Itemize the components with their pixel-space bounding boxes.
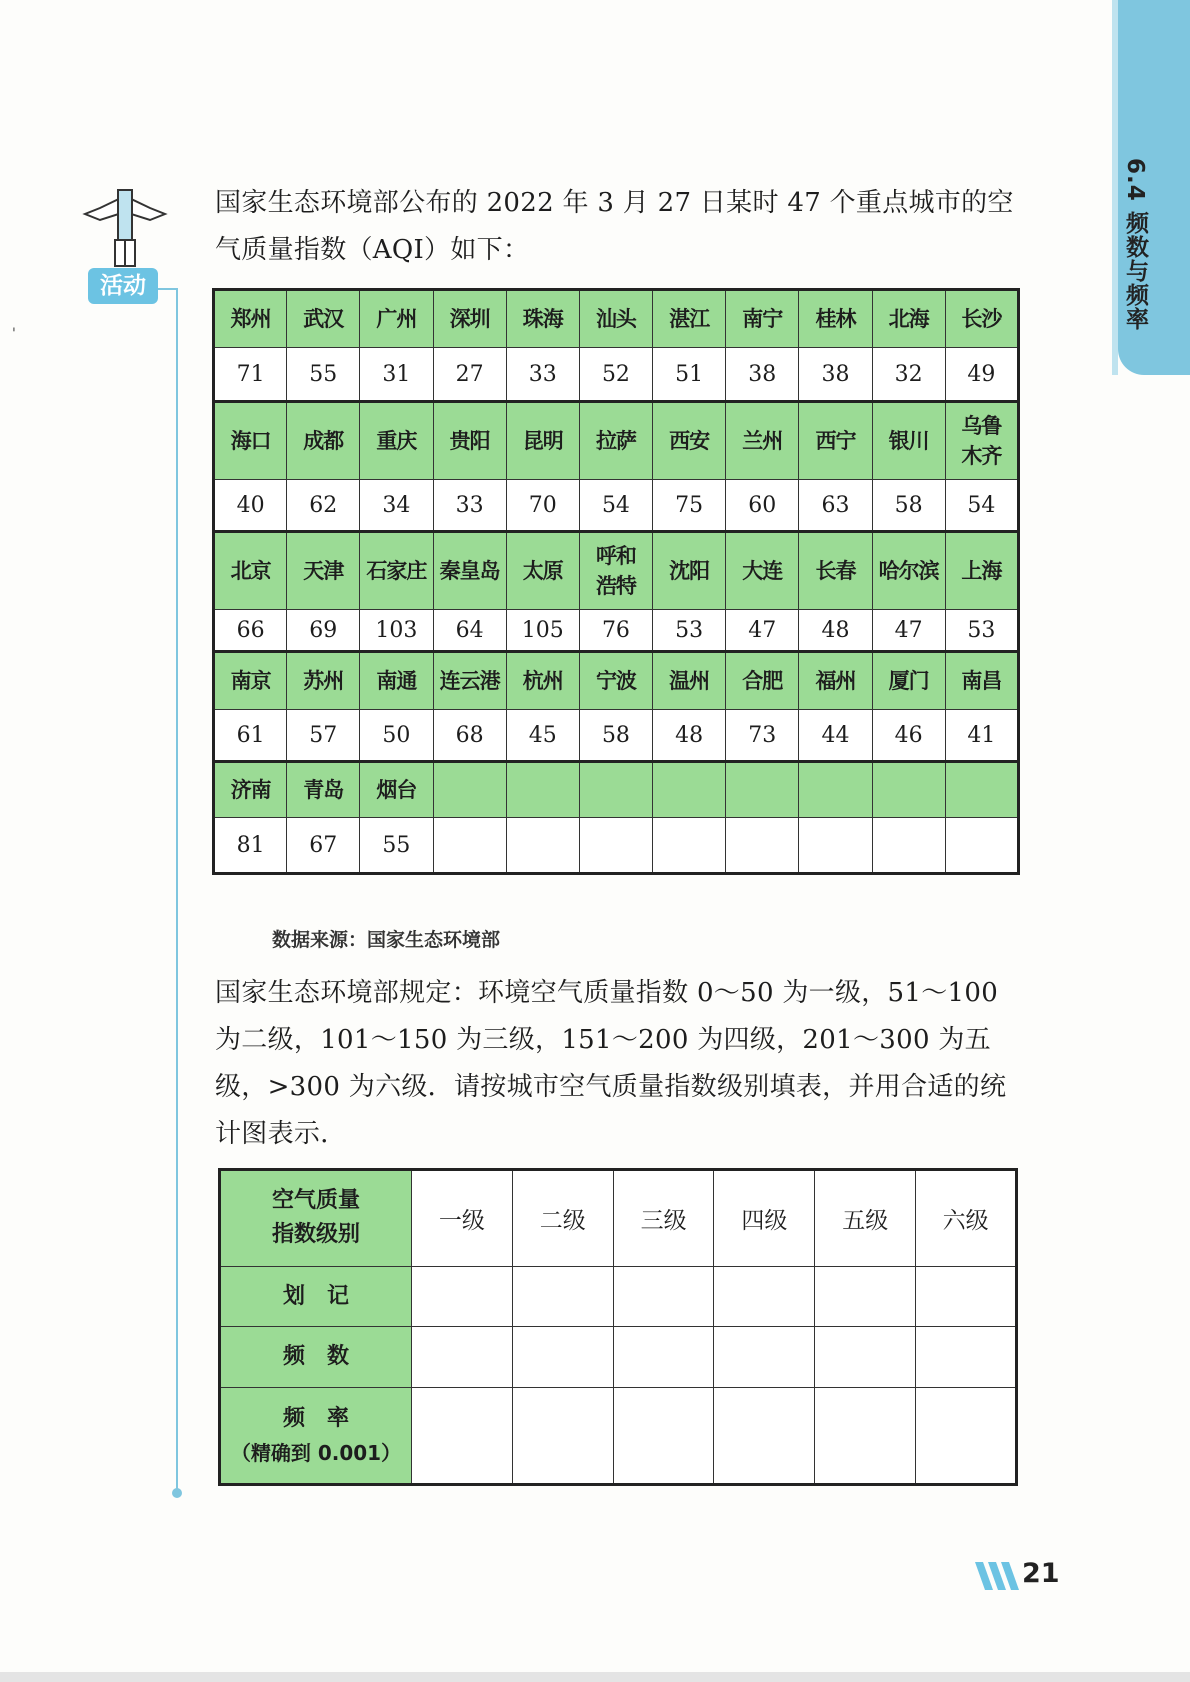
empty-value-cell bbox=[799, 818, 872, 874]
city-name-row bbox=[214, 532, 1019, 610]
city-name-row bbox=[214, 652, 1019, 710]
level-3-header: 三级 bbox=[613, 1170, 714, 1267]
aqi-value-cell: 61 bbox=[214, 710, 287, 762]
level-5-header: 五级 bbox=[815, 1170, 916, 1267]
city-name-cell: 秦皇岛 bbox=[433, 532, 506, 610]
city-name-cell: 温州 bbox=[653, 652, 726, 710]
level-header-label: 空气质量指数级别 bbox=[220, 1170, 412, 1267]
aqi-value-cell: 33 bbox=[433, 480, 506, 532]
city-name-cell: 银川 bbox=[872, 402, 945, 480]
aqi-value-cell: 49 bbox=[945, 348, 1018, 402]
rate-row bbox=[220, 1388, 1017, 1485]
city-name-cell: 北海 bbox=[872, 290, 945, 348]
city-name-cell bbox=[579, 532, 652, 610]
data-source-note: 数据来源：国家生态环境部 bbox=[272, 929, 501, 951]
level-2-header: 二级 bbox=[512, 1170, 613, 1267]
tally-cell[interactable] bbox=[714, 1266, 815, 1327]
empty-name-cell bbox=[799, 762, 872, 818]
aqi-value-cell: 73 bbox=[726, 710, 799, 762]
empty-name-cell bbox=[579, 762, 652, 818]
frequency-cell[interactable] bbox=[613, 1327, 714, 1388]
aqi-value-cell: 64 bbox=[433, 610, 506, 652]
city-name-cell: 杭州 bbox=[506, 652, 579, 710]
empty-value-cell bbox=[433, 818, 506, 874]
section-number: 6.4 bbox=[1122, 158, 1148, 202]
city-name-cell: 海口 bbox=[214, 402, 287, 480]
empty-value-cell bbox=[872, 818, 945, 874]
tally-cell[interactable] bbox=[412, 1266, 513, 1327]
city-name-cell: 珠海 bbox=[506, 290, 579, 348]
tally-cell[interactable] bbox=[613, 1266, 714, 1327]
city-name-cell: 长春 bbox=[799, 532, 872, 610]
aqi-value-cell: 34 bbox=[360, 480, 433, 532]
city-name-cell: 长沙 bbox=[945, 290, 1018, 348]
rate-cell[interactable] bbox=[412, 1388, 513, 1485]
aqi-value-cell: 31 bbox=[360, 348, 433, 402]
city-name-row bbox=[214, 762, 1019, 818]
tally-cell[interactable] bbox=[512, 1266, 613, 1327]
rule-paragraph: 国家生态环境部规定：环境空气质量指数 0～50 为一级，51～100 为二级，101～150 为三级，151～200 为四级，201～300 为五级，>300 为六级．请按城市空气质量指数级别填表，并用合适的统计图表示． bbox=[215, 978, 1007, 1149]
rate-precision-note: （精确到 0.001） bbox=[230, 1440, 402, 1465]
city-name-line: 木齐 bbox=[961, 444, 1002, 468]
city-name-cell: 连云港 bbox=[433, 652, 506, 710]
rate-cell[interactable] bbox=[512, 1388, 613, 1485]
activity-icon bbox=[80, 186, 170, 270]
city-name-cell: 南昌 bbox=[945, 652, 1018, 710]
city-name-row bbox=[214, 402, 1019, 480]
activity-connector bbox=[158, 288, 176, 290]
city-name-line: 呼和 bbox=[595, 544, 636, 568]
empty-value-cell bbox=[579, 818, 652, 874]
city-name-cell: 南通 bbox=[360, 652, 433, 710]
city-name-cell: 兰州 bbox=[726, 402, 799, 480]
frequency-label: 频 数 bbox=[220, 1327, 412, 1388]
city-name-cell: 桂林 bbox=[799, 290, 872, 348]
aqi-value-cell: 103 bbox=[360, 610, 433, 652]
frequency-cell[interactable] bbox=[412, 1327, 513, 1388]
aqi-value-cell: 53 bbox=[653, 610, 726, 652]
city-name-cell: 湛江 bbox=[653, 290, 726, 348]
aqi-value-cell: 51 bbox=[653, 348, 726, 402]
city-name-cell: 西宁 bbox=[799, 402, 872, 480]
empty-name-cell bbox=[872, 762, 945, 818]
bottom-band bbox=[0, 1672, 1190, 1682]
aqi-level-table bbox=[218, 1168, 1018, 1486]
city-name-cell: 石家庄 bbox=[360, 532, 433, 610]
frequency-cell[interactable] bbox=[916, 1327, 1017, 1388]
tally-cell[interactable] bbox=[815, 1266, 916, 1327]
level-6-header: 六级 bbox=[916, 1170, 1017, 1267]
city-name-cell: 合肥 bbox=[726, 652, 799, 710]
empty-value-cell bbox=[726, 818, 799, 874]
aqi-value-cell: 45 bbox=[506, 710, 579, 762]
aqi-value-cell: 55 bbox=[360, 818, 433, 874]
rate-label-text: 频 率 bbox=[282, 1405, 349, 1431]
rate-cell[interactable] bbox=[815, 1388, 916, 1485]
aqi-value-cell: 81 bbox=[214, 818, 287, 874]
aqi-value-cell: 58 bbox=[872, 480, 945, 532]
city-name-cell: 汕头 bbox=[579, 290, 652, 348]
empty-name-cell bbox=[945, 762, 1018, 818]
city-name-cell: 昆明 bbox=[506, 402, 579, 480]
city-name-row bbox=[214, 290, 1019, 348]
level-1-header: 一级 bbox=[412, 1170, 513, 1267]
city-name-cell: 烟台 bbox=[360, 762, 433, 818]
aqi-value-cell: 60 bbox=[726, 480, 799, 532]
city-name-cell: 天津 bbox=[287, 532, 360, 610]
city-name-cell bbox=[945, 402, 1018, 480]
rate-label bbox=[220, 1388, 412, 1485]
activity-line-end-dot bbox=[172, 1488, 182, 1498]
page-stripes-icon bbox=[975, 1562, 1021, 1590]
empty-value-cell bbox=[945, 818, 1018, 874]
intro-paragraph: 国家生态环境部公布的 2022 年 3 月 27 日某时 47 个重点城市的空气质量指数（AQI）如下： bbox=[215, 188, 1014, 265]
city-name-cell: 南宁 bbox=[726, 290, 799, 348]
empty-value-cell bbox=[653, 818, 726, 874]
margin-mark: ' bbox=[12, 326, 16, 342]
aqi-value-cell: 71 bbox=[214, 348, 287, 402]
section-title: 频数与频率 bbox=[1122, 210, 1148, 331]
aqi-value-row bbox=[214, 480, 1019, 532]
aqi-value-cell: 50 bbox=[360, 710, 433, 762]
aqi-value-cell: 105 bbox=[506, 610, 579, 652]
frequency-row bbox=[220, 1327, 1017, 1388]
aqi-value-cell: 52 bbox=[579, 348, 652, 402]
aqi-value-cell: 38 bbox=[726, 348, 799, 402]
city-name-cell: 重庆 bbox=[360, 402, 433, 480]
city-name-line: 乌鲁 bbox=[961, 414, 1002, 438]
city-name-cell: 拉萨 bbox=[579, 402, 652, 480]
aqi-value-cell: 69 bbox=[287, 610, 360, 652]
aqi-value-row bbox=[214, 610, 1019, 652]
empty-value-cell bbox=[506, 818, 579, 874]
city-name-cell: 贵阳 bbox=[433, 402, 506, 480]
rate-cell[interactable] bbox=[613, 1388, 714, 1485]
aqi-value-cell: 53 bbox=[945, 610, 1018, 652]
rate-cell[interactable] bbox=[916, 1388, 1017, 1485]
aqi-value-cell: 41 bbox=[945, 710, 1018, 762]
tally-cell[interactable] bbox=[916, 1266, 1017, 1327]
aqi-value-cell: 40 bbox=[214, 480, 287, 532]
tally-label: 划 记 bbox=[220, 1266, 412, 1327]
city-name-line: 浩特 bbox=[595, 574, 636, 598]
city-name-cell: 厦门 bbox=[872, 652, 945, 710]
aqi-value-cell: 67 bbox=[287, 818, 360, 874]
city-name-cell: 沈阳 bbox=[653, 532, 726, 610]
aqi-value-cell: 33 bbox=[506, 348, 579, 402]
empty-name-cell bbox=[506, 762, 579, 818]
aqi-value-cell: 58 bbox=[579, 710, 652, 762]
aqi-value-cell: 46 bbox=[872, 710, 945, 762]
aqi-value-cell: 38 bbox=[799, 348, 872, 402]
aqi-value-cell: 54 bbox=[579, 480, 652, 532]
city-name-cell: 苏州 bbox=[287, 652, 360, 710]
aqi-value-cell: 32 bbox=[872, 348, 945, 402]
aqi-value-cell: 48 bbox=[653, 710, 726, 762]
frequency-cell[interactable] bbox=[512, 1327, 613, 1388]
city-name-cell: 宁波 bbox=[579, 652, 652, 710]
aqi-value-cell: 70 bbox=[506, 480, 579, 532]
level-4-header: 四级 bbox=[714, 1170, 815, 1267]
aqi-value-cell: 68 bbox=[433, 710, 506, 762]
aqi-value-cell: 75 bbox=[653, 480, 726, 532]
aqi-value-cell: 48 bbox=[799, 610, 872, 652]
aqi-value-cell: 57 bbox=[287, 710, 360, 762]
aqi-value-row bbox=[214, 818, 1019, 874]
aqi-value-cell: 63 bbox=[799, 480, 872, 532]
aqi-value-cell: 47 bbox=[726, 610, 799, 652]
aqi-value-cell: 27 bbox=[433, 348, 506, 402]
city-name-cell: 大连 bbox=[726, 532, 799, 610]
frequency-cell[interactable] bbox=[714, 1327, 815, 1388]
tally-row bbox=[220, 1266, 1017, 1327]
aqi-city-table bbox=[212, 288, 1020, 875]
aqi-value-cell: 54 bbox=[945, 480, 1018, 532]
aqi-value-cell: 66 bbox=[214, 610, 287, 652]
city-name-cell: 郑州 bbox=[214, 290, 287, 348]
aqi-value-cell: 47 bbox=[872, 610, 945, 652]
aqi-value-cell: 44 bbox=[799, 710, 872, 762]
aqi-value-row bbox=[214, 348, 1019, 402]
chapter-side-title bbox=[1118, 158, 1152, 331]
aqi-value-cell: 76 bbox=[579, 610, 652, 652]
city-name-cell: 北京 bbox=[214, 532, 287, 610]
city-name-cell: 青岛 bbox=[287, 762, 360, 818]
empty-name-cell bbox=[433, 762, 506, 818]
aqi-value-cell: 55 bbox=[287, 348, 360, 402]
rate-cell[interactable] bbox=[714, 1388, 815, 1485]
city-name-cell: 上海 bbox=[945, 532, 1018, 610]
city-name-cell: 济南 bbox=[214, 762, 287, 818]
empty-name-cell bbox=[653, 762, 726, 818]
level-header-row bbox=[220, 1170, 1017, 1267]
aqi-value-row bbox=[214, 710, 1019, 762]
frequency-cell[interactable] bbox=[815, 1327, 916, 1388]
city-name-cell: 深圳 bbox=[433, 290, 506, 348]
city-name-cell: 南京 bbox=[214, 652, 287, 710]
activity-label: 活动 bbox=[88, 268, 158, 304]
page-number: 21 bbox=[1022, 1558, 1060, 1589]
city-name-cell: 哈尔滨 bbox=[872, 532, 945, 610]
city-name-cell: 成都 bbox=[287, 402, 360, 480]
empty-name-cell bbox=[726, 762, 799, 818]
aqi-value-cell: 62 bbox=[287, 480, 360, 532]
activity-margin-line bbox=[176, 288, 178, 1492]
city-name-cell: 西安 bbox=[653, 402, 726, 480]
city-name-cell: 太原 bbox=[506, 532, 579, 610]
city-name-cell: 武汉 bbox=[287, 290, 360, 348]
city-name-cell: 福州 bbox=[799, 652, 872, 710]
city-name-cell: 广州 bbox=[360, 290, 433, 348]
